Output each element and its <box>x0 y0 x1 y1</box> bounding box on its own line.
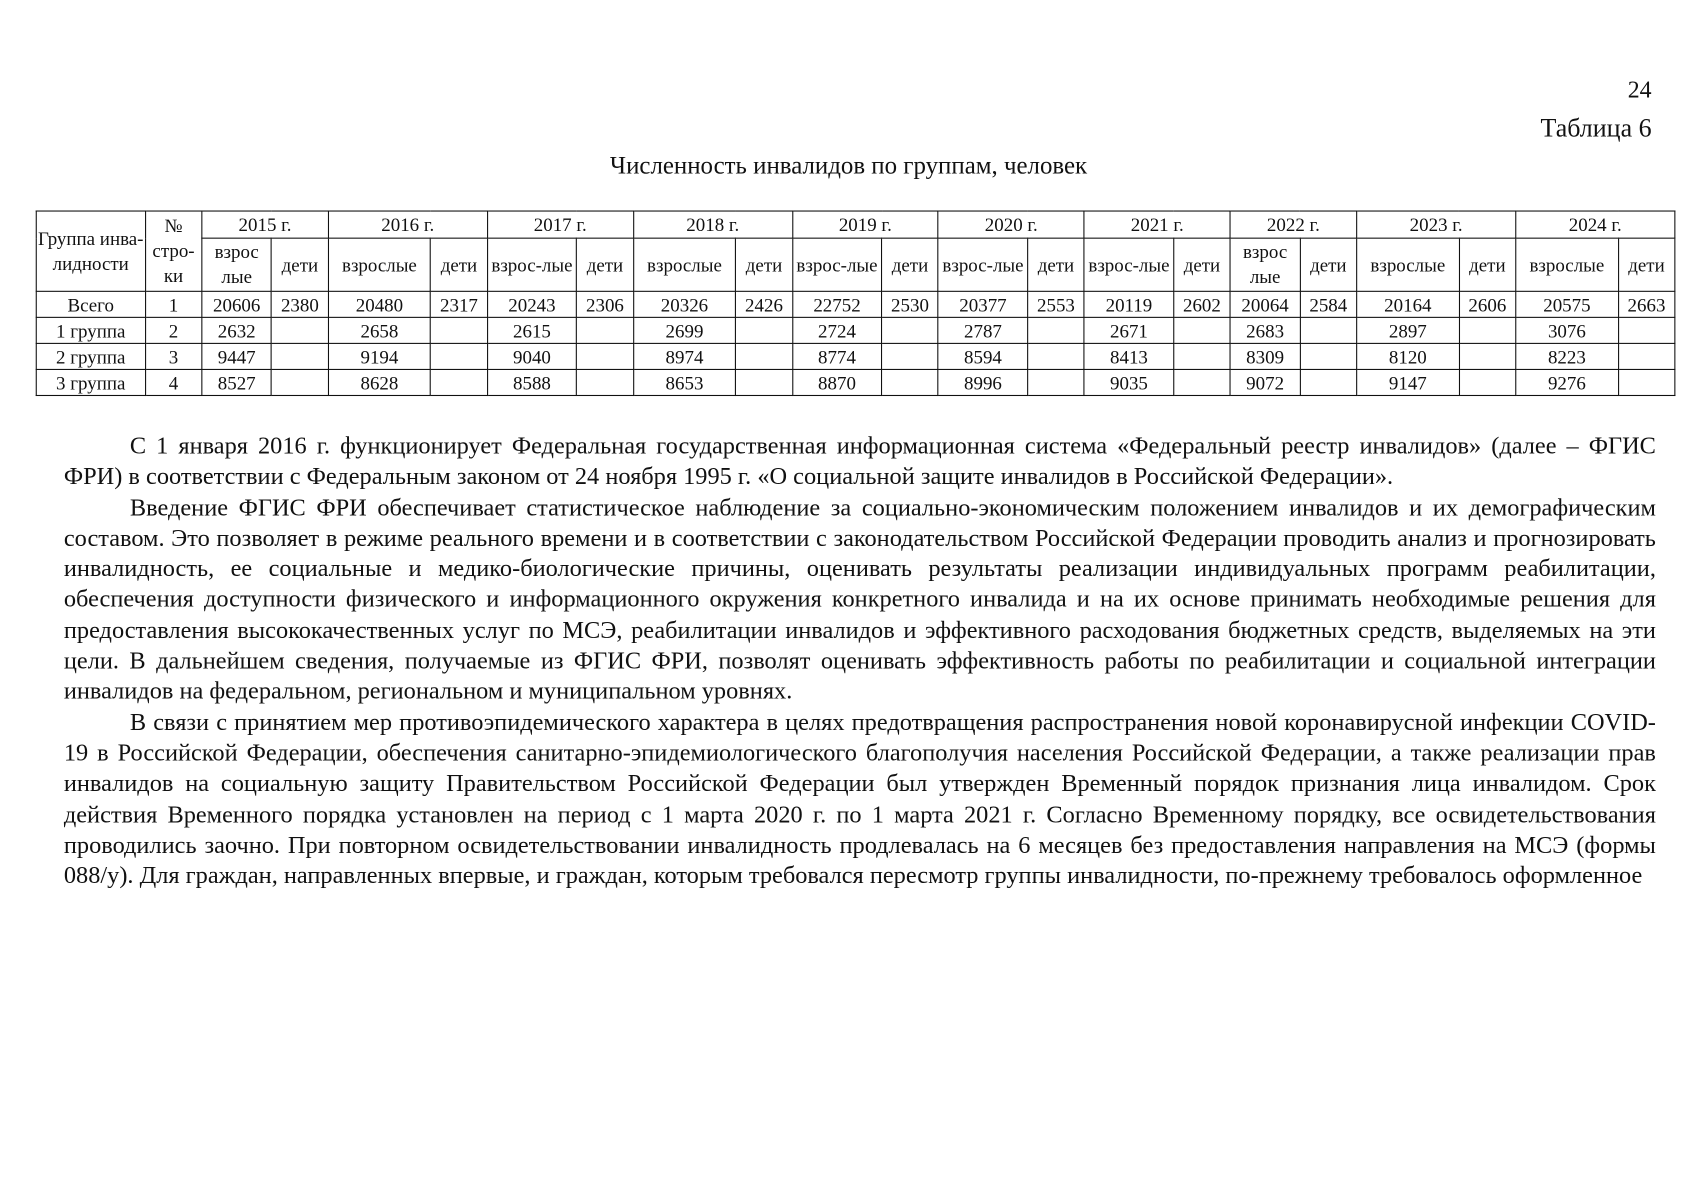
cell-children <box>1618 343 1675 369</box>
cell-adults: 8870 <box>792 369 881 395</box>
header-group: Группа инва-лидности <box>36 211 145 291</box>
cell-children <box>882 343 939 369</box>
cell-children: 2317 <box>431 291 488 317</box>
cell-adults: 2787 <box>938 317 1027 343</box>
header-year: 2021 г. <box>1084 211 1230 238</box>
table-body <box>36 291 1675 395</box>
cell-adults: 2897 <box>1357 317 1459 343</box>
cell-children: 2553 <box>1028 291 1085 317</box>
cell-adults: 20606 <box>202 291 272 317</box>
cell-adults: 9447 <box>202 343 272 369</box>
cell-children <box>1459 369 1516 395</box>
cell-adults: 22752 <box>792 291 881 317</box>
cell-adults: 20064 <box>1230 291 1300 317</box>
paragraph: С 1 января 2016 г. функционирует Федеральная государственная информационная система «Федеральный реестр инвалидов» (далее – ФГИС ФРИ) в соответствии с Федеральным законом от 24 ноября 1995 г. «О социальной защите инвалидов в Российской Федерации». <box>63 431 1656 490</box>
paragraph: В связи с принятием мер противоэпидемического характера в целях предотвращения распространения новой коронавирусной инфекции COVID-19 в Российской Федерации, обеспечения санитарно-эпидемиологического благополучия населения Российской Федерации, а также реализации прав инвалидов на социальную защиту Правительством Российской Федерации был утвержден Временный порядок признания лица инвалидом. Срок действия Временного порядка установлен на период с 1 марта 2020 г. по 1 марта 2021 г. Согласно Временному порядку, все освидетельствования проводились заочно. При повторном освидетельствовании инвалидность продлевалась на 6 месяцев без предоставления направления на МСЭ (формы 088/у). Для граждан, направленных впервые, и граждан, которым требовался пересмотр группы инвалидности, по-прежнему требовалось оформленное <box>63 708 1656 889</box>
cell-adults: 8120 <box>1357 343 1459 369</box>
cell-adults: 20480 <box>328 291 430 317</box>
cell-adults: 9035 <box>1084 369 1173 395</box>
cell-adults: 2683 <box>1230 317 1300 343</box>
cell-children <box>1459 343 1516 369</box>
cell-children <box>1028 317 1085 343</box>
cell-children <box>272 317 329 343</box>
header-children: дети <box>882 238 939 291</box>
cell-children <box>577 343 634 369</box>
cell-children <box>1174 317 1231 343</box>
table-row <box>36 369 1675 395</box>
header-year: 2015 г. <box>202 211 328 238</box>
cell-children <box>431 369 488 395</box>
cell-children <box>1459 317 1516 343</box>
table-title: Численность инвалидов по группам, человек <box>609 151 1088 180</box>
cell-children <box>1174 369 1231 395</box>
cell-adults: 8628 <box>328 369 430 395</box>
cell-adults: 20575 <box>1516 291 1618 317</box>
cell-adults: 9276 <box>1516 369 1618 395</box>
cell-children: 2606 <box>1459 291 1516 317</box>
cell-adults: 2658 <box>328 317 430 343</box>
header-year: 2018 г. <box>633 211 792 238</box>
header-adults: взрос-лые <box>487 238 576 291</box>
cell-adults: 20326 <box>633 291 735 317</box>
cell-children <box>882 369 939 395</box>
cell-children: 2584 <box>1300 291 1357 317</box>
cell-adults: 2671 <box>1084 317 1173 343</box>
cell-adults: 9147 <box>1357 369 1459 395</box>
header-year: 2016 г. <box>328 211 487 238</box>
cell-adults: 3076 <box>1516 317 1618 343</box>
header-year: 2023 г. <box>1357 211 1516 238</box>
cell-children <box>1618 369 1675 395</box>
cell-adults: 2699 <box>633 317 735 343</box>
cell-children <box>431 317 488 343</box>
table-row <box>36 291 1675 317</box>
row-number: 4 <box>145 369 202 395</box>
header-year: 2017 г. <box>487 211 633 238</box>
header-adults: взрос-лые <box>938 238 1027 291</box>
cell-children: 2530 <box>882 291 939 317</box>
cell-adults: 8774 <box>792 343 881 369</box>
cell-children <box>1300 317 1357 343</box>
header-year: 2022 г. <box>1230 211 1356 238</box>
row-group-label: Всего <box>36 291 145 317</box>
cell-children <box>736 369 793 395</box>
cell-children <box>1618 317 1675 343</box>
disability-groups-table <box>36 210 1676 396</box>
header-children: дети <box>431 238 488 291</box>
cell-children: 2380 <box>272 291 329 317</box>
header-children: дети <box>1028 238 1085 291</box>
header-children: дети <box>1459 238 1516 291</box>
header-year: 2020 г. <box>938 211 1084 238</box>
cell-adults: 9040 <box>487 343 576 369</box>
header-adults: взрос-лые <box>792 238 881 291</box>
cell-adults: 20377 <box>938 291 1027 317</box>
cell-children <box>272 343 329 369</box>
cell-adults: 8996 <box>938 369 1027 395</box>
table-row <box>36 317 1675 343</box>
cell-adults: 8223 <box>1516 343 1618 369</box>
cell-children <box>882 317 939 343</box>
body-text <box>64 431 1656 892</box>
header-adults: взрослые <box>633 238 735 291</box>
cell-adults: 8527 <box>202 369 272 395</box>
header-children: дети <box>1300 238 1357 291</box>
cell-children <box>577 369 634 395</box>
header-adults: взрослые <box>1357 238 1459 291</box>
table-label: Таблица 6 <box>1540 115 1652 144</box>
cell-children <box>1174 343 1231 369</box>
page-number: 24 <box>1627 75 1652 104</box>
header-adults: взрослые <box>328 238 430 291</box>
cell-adults: 9194 <box>328 343 430 369</box>
cell-adults: 8594 <box>938 343 1027 369</box>
cell-adults: 8588 <box>487 369 576 395</box>
row-group-label: 2 группа <box>36 343 145 369</box>
header-children: дети <box>272 238 329 291</box>
cell-adults: 8974 <box>633 343 735 369</box>
cell-children <box>431 343 488 369</box>
cell-children <box>736 317 793 343</box>
cell-children: 2602 <box>1174 291 1231 317</box>
header-adults: взрослые <box>1516 238 1618 291</box>
row-group-label: 1 группа <box>36 317 145 343</box>
cell-children <box>577 317 634 343</box>
cell-children: 2663 <box>1618 291 1675 317</box>
cell-children <box>736 343 793 369</box>
cell-adults: 20243 <box>487 291 576 317</box>
row-number: 2 <box>145 317 202 343</box>
header-adults: взрос лые <box>202 238 272 291</box>
cell-children <box>1300 369 1357 395</box>
header-year: 2024 г. <box>1516 211 1675 238</box>
cell-children <box>1028 369 1085 395</box>
cell-adults: 2724 <box>792 317 881 343</box>
cell-children: 2426 <box>736 291 793 317</box>
cell-children <box>1300 343 1357 369</box>
header-children: дети <box>577 238 634 291</box>
cell-adults: 8413 <box>1084 343 1173 369</box>
row-number: 3 <box>145 343 202 369</box>
cell-adults: 20119 <box>1084 291 1173 317</box>
header-children: дети <box>736 238 793 291</box>
cell-children <box>272 369 329 395</box>
header-adults: взрос лые <box>1230 238 1300 291</box>
header-row-number: № стро-ки <box>145 211 202 291</box>
cell-adults: 8653 <box>633 369 735 395</box>
header-adults: взрос-лые <box>1084 238 1173 291</box>
cell-adults: 20164 <box>1357 291 1459 317</box>
header-children: дети <box>1174 238 1231 291</box>
cell-children: 2306 <box>577 291 634 317</box>
row-number: 1 <box>145 291 202 317</box>
row-group-label: 3 группа <box>36 369 145 395</box>
cell-children <box>1028 343 1085 369</box>
cell-adults: 8309 <box>1230 343 1300 369</box>
header-children: дети <box>1618 238 1675 291</box>
header-year: 2019 г. <box>792 211 938 238</box>
paragraph: Введение ФГИС ФРИ обеспечивает статистическое наблюдение за социально-экономическим положением инвалидов и их демографическим составом. Это позволяет в режиме реального времени и в соответствии с законодательством Российской Федерации проводить анализ и прогнозировать инвалидность, ее социальные и медико-биологические причины, оценивать результаты реализации индивидуальных программ реабилитации, обеспечения доступности физического и информационного окружения конкретного инвалида и на их основе принимать необходимые решения для предоставления высококачественных услуг по МСЭ, реабилитации инвалидов и эффективного расходования бюджетных средств, выделяемых на эти цели. В дальнейшем сведения, получаемые из ФГИС ФРИ, позволят оценивать эффективность работы по реабилитации и социальной интеграции инвалидов на федеральном, региональном и муниципальном уровнях. <box>63 493 1656 705</box>
table-row <box>36 343 1675 369</box>
cell-adults: 2615 <box>487 317 576 343</box>
cell-adults: 9072 <box>1230 369 1300 395</box>
cell-adults: 2632 <box>202 317 272 343</box>
